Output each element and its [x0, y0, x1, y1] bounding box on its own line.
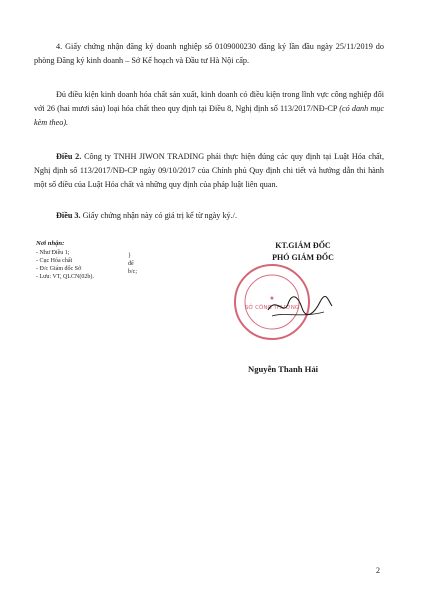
recipient-item: - Cục Hóa chất [36, 258, 73, 264]
article-label: Điều 3. [56, 211, 81, 220]
recipient-item: - Đ/c Giám đốc Sở [36, 266, 82, 272]
paragraph-chemical-conditions [34, 88, 384, 131]
svg-text:★: ★ [269, 295, 275, 302]
signature-title: KT.GIÁM ĐỐC [275, 241, 331, 250]
paragraph-note: (có danh mục kèm theo). [34, 104, 384, 128]
recipients-note: } để b/c; [128, 253, 137, 275]
page-number: 2 [376, 566, 380, 575]
paragraph-business-registration [34, 40, 384, 68]
stamp-label: SỞ CÔNG THƯƠNG [244, 305, 300, 311]
article-3 [34, 209, 384, 223]
article-label: Điều 2. [56, 152, 82, 161]
signature-block [228, 240, 378, 264]
paragraph-text: Đủ điều kiện kinh doanh hóa chất sản xuất, kinh doanh có điều kiện trong lĩnh vực công nghiệp đối với 26 (hai mươi sáu) loại hóa chất theo quy định tại Điều 8, Nghị định số 113/2017/NĐ-CP [34, 90, 384, 114]
recipients-block [36, 240, 137, 281]
recipient-item: - Lưu: VT, QLCN(02b). [36, 274, 94, 280]
paragraph-text: 4. Giấy chứng nhận đăng ký doanh nghiệp số 0109000230 đăng ký lần đầu ngày 25/11/2019 do phòng Đăng ký kinh doanh – Sở Kế hoạch và Đầu tư Hà Nội cấp. [34, 42, 384, 66]
article-2 [34, 150, 384, 193]
signer-name: Nguyễn Thanh Hải [248, 364, 319, 374]
handwritten-signature [258, 266, 338, 346]
article-text: Giấy chứng nhận này có giá trị kể từ ngày ký./. [80, 211, 238, 220]
recipient-item: - Như Điều 1; [36, 250, 70, 256]
signature-subtitle: PHÓ GIÁM ĐỐC [272, 253, 334, 262]
recipients-title: Nơi nhận: [36, 240, 65, 247]
article-text: Công ty TNHH JIWON TRADING phải thực hiện đúng các quy định tại Luật Hóa chất, Nghị định số 113/2017/NĐ-CP ngày 09/10/2017 của Chính phủ Quy định chi tiết và hướng dẫn thi hành một số điều của Luật Hóa chất và những quy định của pháp luật liên quan. [34, 152, 385, 190]
recipients-note-text: để b/c; [128, 261, 137, 275]
